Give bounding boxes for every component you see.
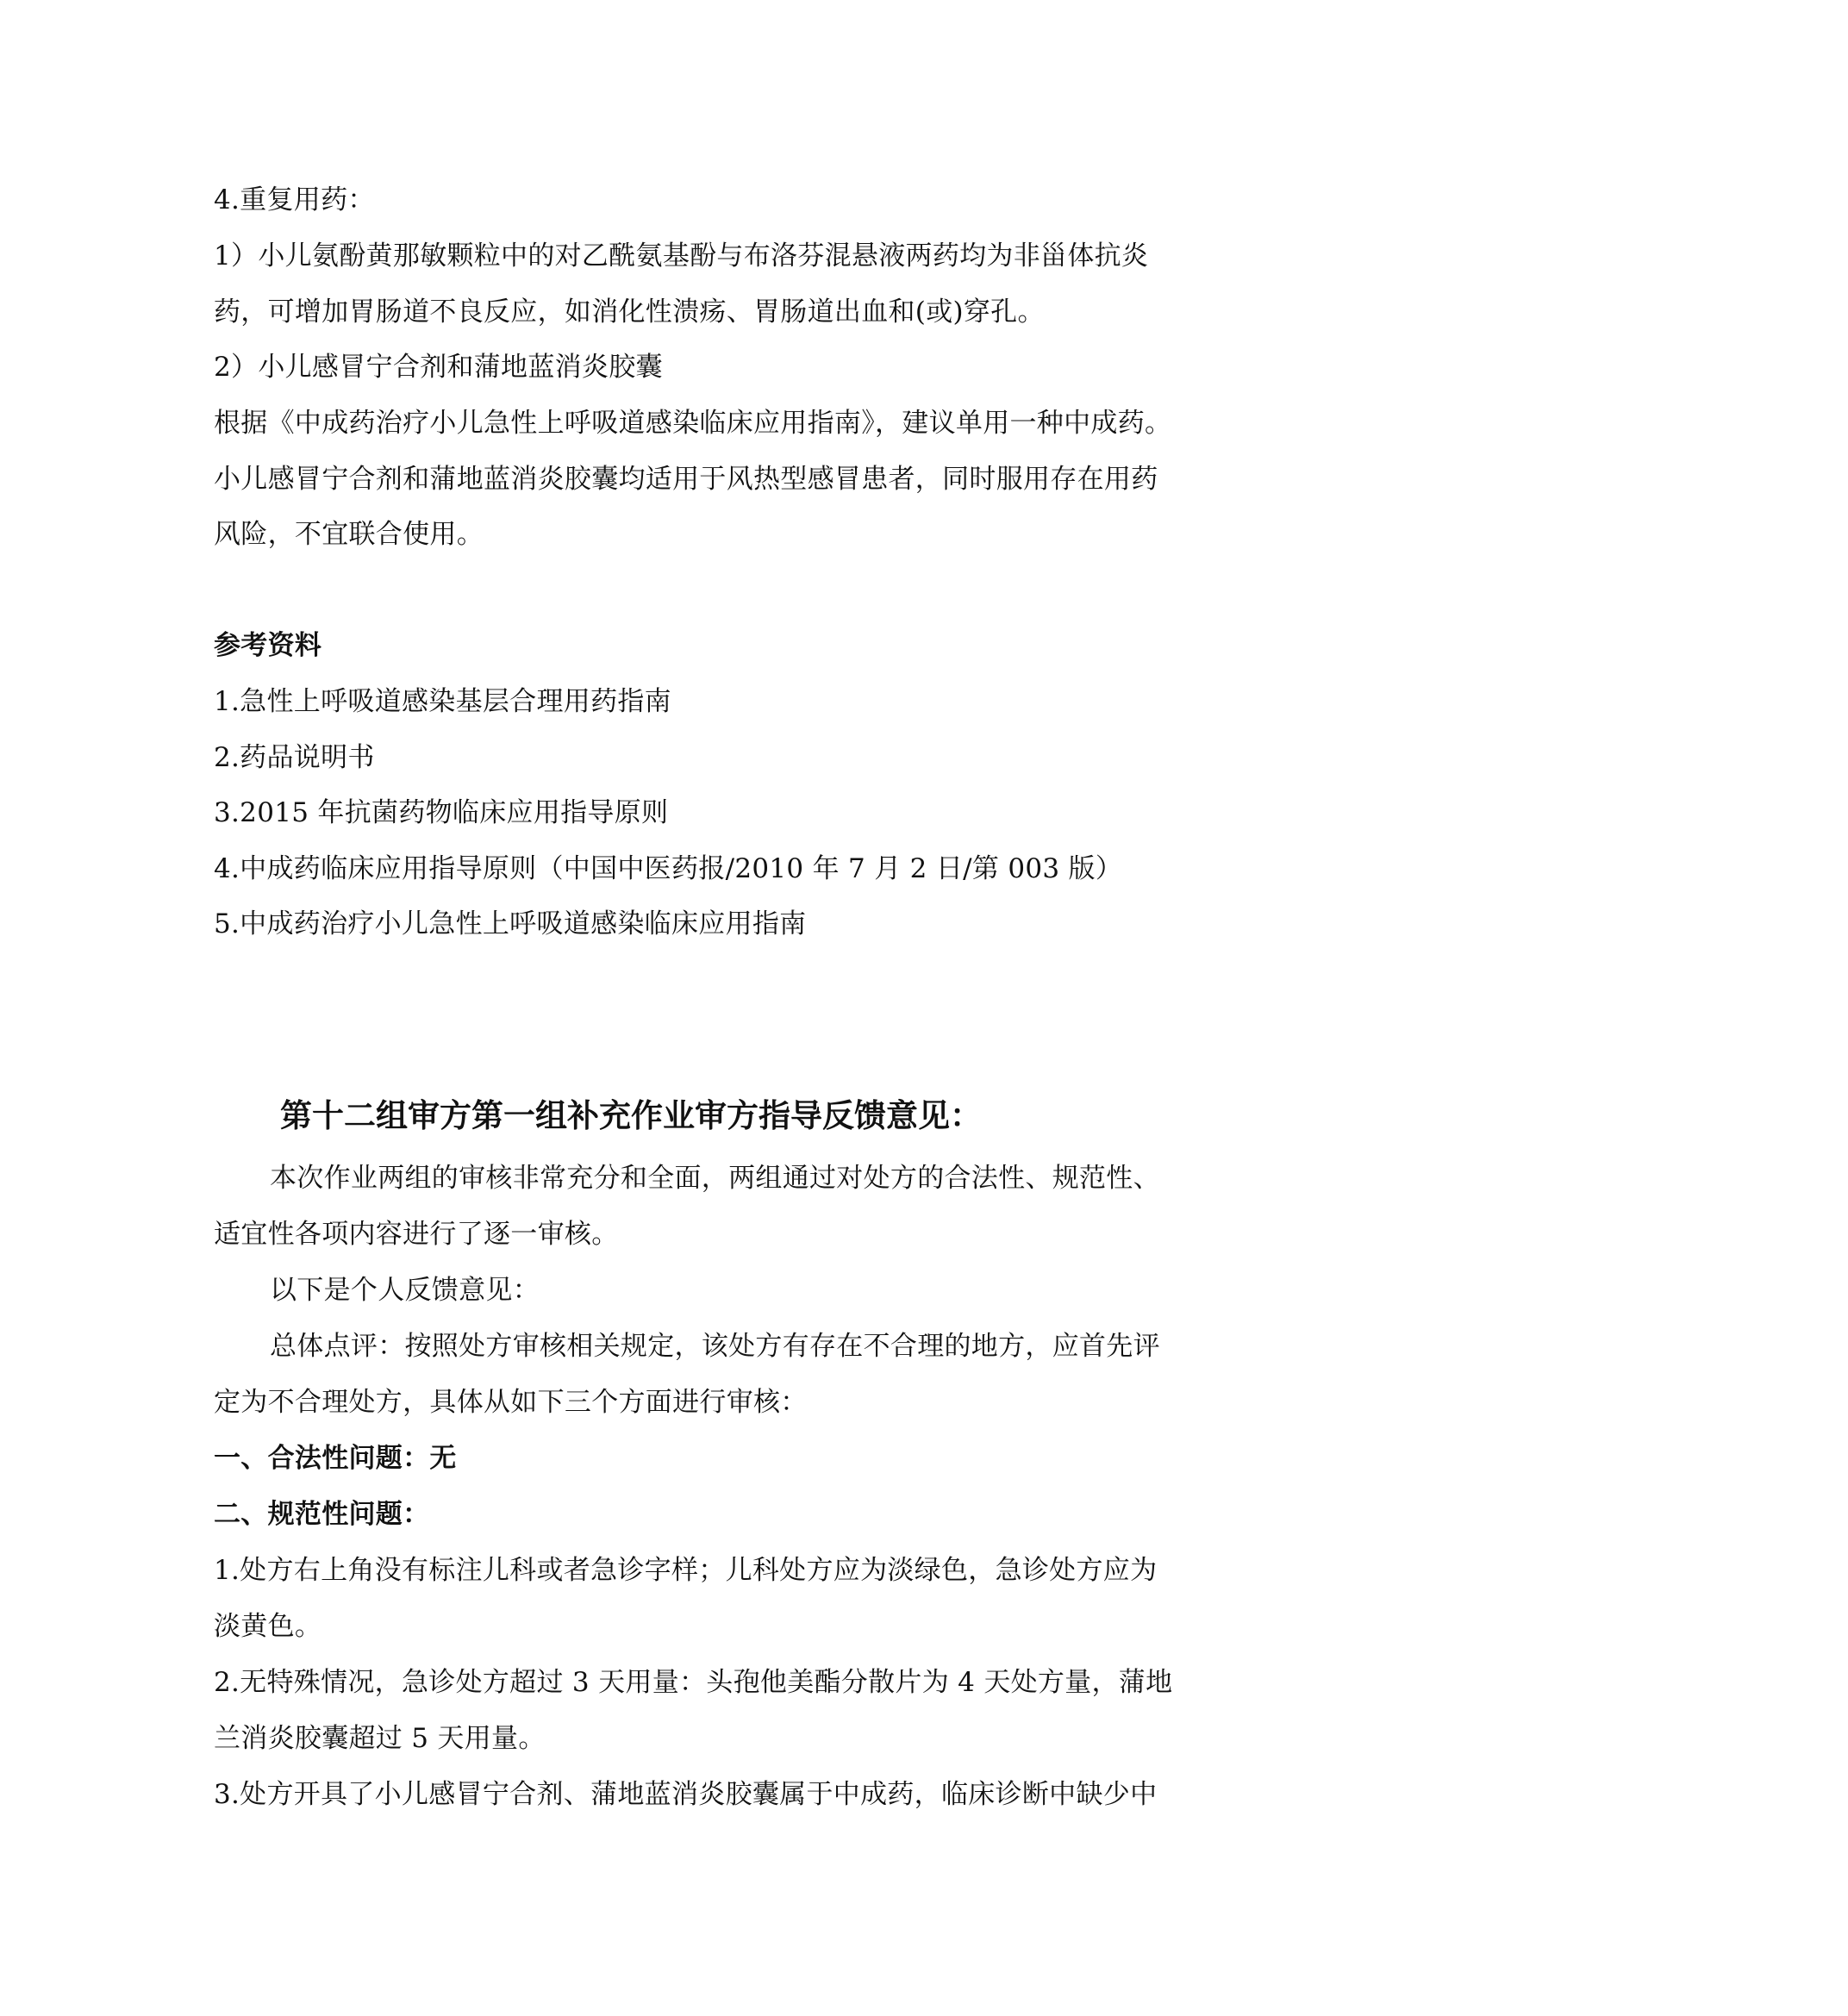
paragraph-line: 适宜性各项内容进行了逐一审核。 — [214, 1219, 619, 1250]
feedback-heading: 第十二组审方第一组补充作业审方指导反馈意见： — [280, 1097, 982, 1134]
paragraph-line: 根据《中成药治疗小儿急性上呼吸道感染临床应用指南》，建议单用一种中成药。 — [214, 408, 1172, 439]
paragraph-line: 1.处方右上角没有标注儿科或者急诊字样；儿科处方应为淡绿色，急诊处方应为 — [214, 1555, 1158, 1586]
paragraph-line: 小儿感冒宁合剂和蒲地蓝消炎胶囊均适用于风热型感冒患者，同时服用存在用药 — [214, 464, 1158, 495]
paragraph-line: 3.处方开具了小儿感冒宁合剂、蒲地蓝消炎胶囊属于中成药，临床诊断中缺少中 — [214, 1779, 1158, 1810]
paragraph-line: 1）小儿氨酚黄那敏颗粒中的对乙酰氨基酚与布洛芬混悬液两药均为非甾体抗炎 — [214, 240, 1149, 272]
section-title-duplicate-medication: 4.重复用药： — [214, 184, 375, 215]
reference-item: 1.急性上呼吸道感染基层合理用药指南 — [214, 686, 671, 717]
paragraph-line: 总体点评：按照处方审核相关规定，该处方有存在不合理的地方，应首先评 — [270, 1331, 1160, 1362]
normative-issues-title: 二、规范性问题： — [214, 1499, 430, 1530]
paragraph-line: 淡黄色。 — [214, 1611, 322, 1642]
paragraph-line: 兰消炎胶囊超过 5 天用量。 — [214, 1723, 546, 1754]
reference-item: 5.中成药治疗小儿急性上呼吸道感染临床应用指南 — [214, 908, 807, 939]
reference-item: 4.中成药临床应用指导原则（中国中医药报/2010 年 7 月 2 日/第 003 版） — [214, 853, 1123, 884]
paragraph-line: 以下是个人反馈意见： — [270, 1275, 540, 1306]
references-title: 参考资料 — [214, 630, 322, 661]
paragraph-line: 药，可增加胃肠道不良反应，如消化性溃疡、胃肠道出血和(或)穿孔。 — [214, 296, 1045, 328]
reference-item: 2.药品说明书 — [214, 742, 375, 773]
paragraph-line: 2）小儿感冒宁合剂和蒲地蓝消炎胶囊 — [214, 352, 663, 383]
paragraph-line: 2.无特殊情况，急诊处方超过 3 天用量：头孢他美酯分散片为 4 天处方量，蒲地 — [214, 1667, 1173, 1698]
paragraph-line: 定为不合理处方，具体从如下三个方面进行审核： — [214, 1387, 808, 1418]
paragraph-line: 本次作业两组的审核非常充分和全面，两组通过对处方的合法性、规范性、 — [270, 1163, 1160, 1194]
reference-item: 3.2015 年抗菌药物临床应用指导原则 — [214, 797, 669, 828]
paragraph-line: 风险，不宜联合使用。 — [214, 519, 484, 550]
legal-issues-title: 一、合法性问题：无 — [214, 1443, 457, 1474]
